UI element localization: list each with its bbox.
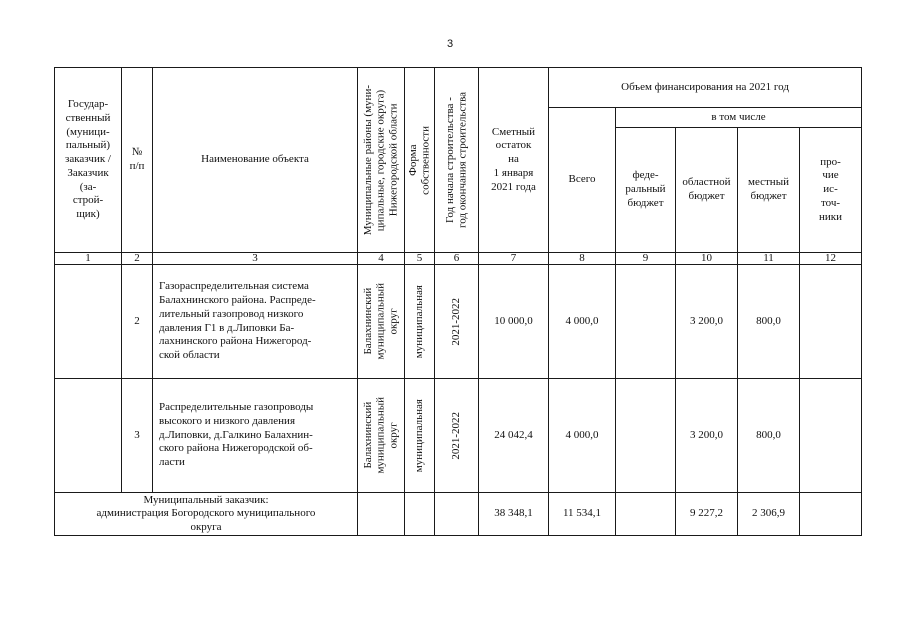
header-estimated-balance: Сметный остаток на 1 января 2021 года [479,68,549,253]
cell-ownership: муниципальная [405,265,435,379]
summary-other [800,493,862,536]
header-num: № п/п [122,68,153,253]
cell-regional: 3 200,0 [676,379,738,493]
header-row-1 [55,68,862,108]
cell-balance: 24 042,4 [479,379,549,493]
summary-federal [616,493,676,536]
header-including: в том числе [616,108,862,128]
column-number-row [55,253,862,265]
column-number: 8 [549,253,616,265]
header-customer: Государ- ственный (муници- пальный) заказчик / Заказчик (за- строй- щик) [55,68,122,253]
cell-object-name: Газораспределительная система Балахнинского района. Распреде- лительный газопровод низкого давления Г1 в д.Липовки Ба- лахнинского района Нижегород- ской области [153,265,358,379]
header-years: Год начала строительства - год окончания строительства [435,68,479,253]
column-number: 9 [616,253,676,265]
cell-object-name: Распределительные газопроводы высокого и низкого давления д.Липовки, д.Галкино Балахнин- ского района Нижегородской об- ласти [153,379,358,493]
cell-num: 2 [122,265,153,379]
summary-local: 2 306,9 [738,493,800,536]
table-row [55,265,862,379]
financing-table [54,67,862,536]
column-number: 12 [800,253,862,265]
cell-years: 2021-2022 [435,379,479,493]
column-number: 7 [479,253,549,265]
header-districts: Муниципальные районы (муни- ципальные, городские округа) Нижегородской области [358,68,405,253]
cell-other [800,379,862,493]
summary-label: Муниципальный заказчик: администрация Богородского муниципального округа [55,493,358,536]
column-number: 6 [435,253,479,265]
cell-total: 4 000,0 [549,379,616,493]
cell-customer [55,379,122,493]
cell-num: 3 [122,379,153,493]
cell-district: Балахнинский муниципальный округ [358,379,405,493]
cell-customer [55,265,122,379]
column-number: 11 [738,253,800,265]
summary-total: 11 534,1 [549,493,616,536]
cell-balance: 10 000,0 [479,265,549,379]
header-total: Всего [549,108,616,253]
header-ownership: Форма собственности [405,68,435,253]
column-number: 5 [405,253,435,265]
cell-years: 2021-2022 [435,265,479,379]
cell-local: 800,0 [738,265,800,379]
cell-total: 4 000,0 [549,265,616,379]
header-object-name: Наименование объекта [153,68,358,253]
summary-years [435,493,479,536]
header-other: про- чие ис- точ- ники [800,128,862,253]
header-federal: феде- ральный бюджет [616,128,676,253]
column-number: 3 [153,253,358,265]
table-row [55,379,862,493]
summary-district [358,493,405,536]
page-number: 3 [447,38,454,50]
summary-row [55,493,862,536]
header-local: местный бюджет [738,128,800,253]
cell-district: Балахнинский муниципальный округ [358,265,405,379]
summary-regional: 9 227,2 [676,493,738,536]
cell-other [800,265,862,379]
cell-ownership: муниципальная [405,379,435,493]
column-number: 10 [676,253,738,265]
summary-balance: 38 348,1 [479,493,549,536]
cell-federal [616,379,676,493]
cell-regional: 3 200,0 [676,265,738,379]
column-number: 2 [122,253,153,265]
column-number: 1 [55,253,122,265]
column-number: 4 [358,253,405,265]
header-financing: Объем финансирования на 2021 год [549,68,862,108]
cell-local: 800,0 [738,379,800,493]
cell-federal [616,265,676,379]
header-regional: областной бюджет [676,128,738,253]
summary-ownership [405,493,435,536]
